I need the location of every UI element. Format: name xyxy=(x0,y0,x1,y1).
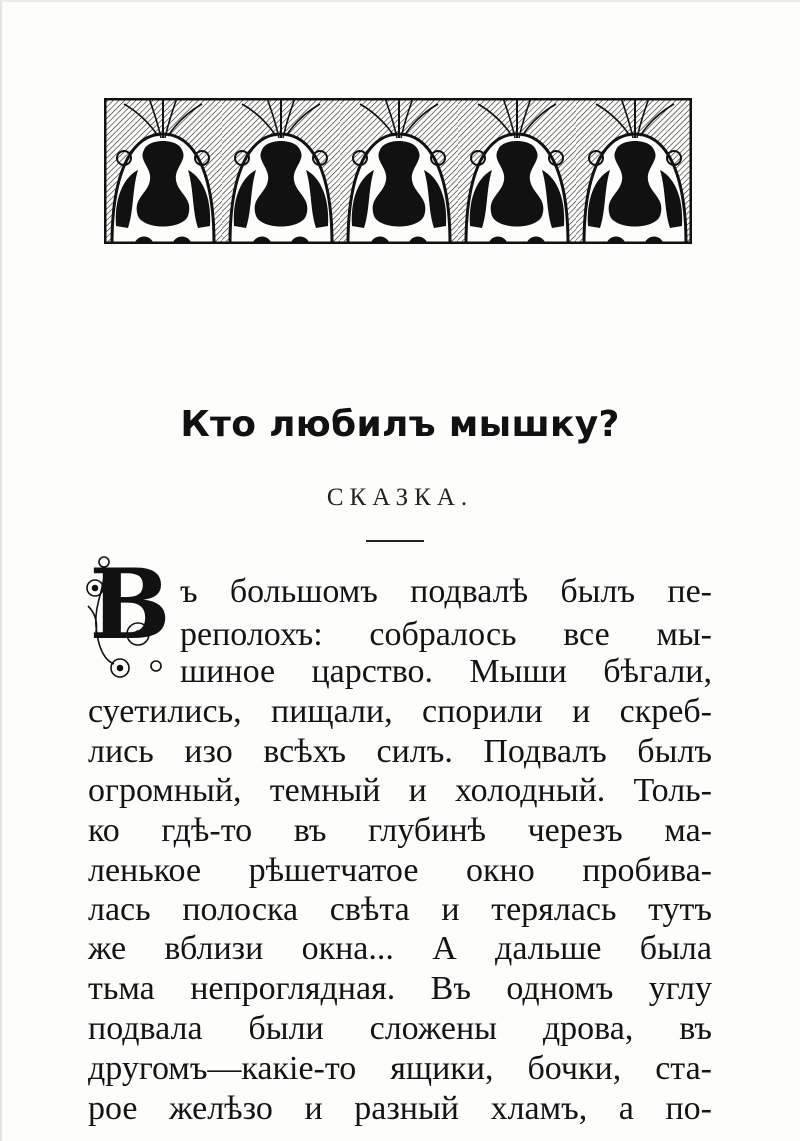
text-line: же вблизи окна... А дальше была xyxy=(88,930,712,967)
text-line: ъ большомъ подвалѣ былъ пе- xyxy=(180,573,712,610)
text-line: лись изо всѣхъ силъ. Подвалъ былъ xyxy=(88,733,712,770)
svg-text:В: В xyxy=(89,556,171,661)
text-line: лась полоска свѣта и терялась тутъ xyxy=(88,891,712,928)
text-line: ленькое рѣшетчатое окно пробива- xyxy=(88,852,712,889)
text-line: шиное царство. Мыши бѣгали, xyxy=(180,653,712,690)
text-line: суетились, пищали, спорили и скреб- xyxy=(88,693,712,730)
text-line: другомъ—какіе-то ящики, бочки, ста- xyxy=(88,1050,712,1087)
story-title: Кто любилъ мышку? xyxy=(180,404,620,445)
text-line: реполохъ: собралось все мы- xyxy=(180,616,712,653)
text-line: подвала были сложены дрова, въ xyxy=(88,1010,712,1047)
text-line: рое желѣзо и разный хламъ, а по- xyxy=(88,1090,712,1127)
story-subtitle: СКАЗКА. xyxy=(326,484,474,511)
text-line: ко гдѣ-то въ глубинѣ черезъ ма- xyxy=(88,812,712,849)
text-line: тьма непроглядная. Въ одномъ углу xyxy=(88,970,712,1007)
text-line: огромный, темный и холодный. Толь- xyxy=(88,772,712,809)
